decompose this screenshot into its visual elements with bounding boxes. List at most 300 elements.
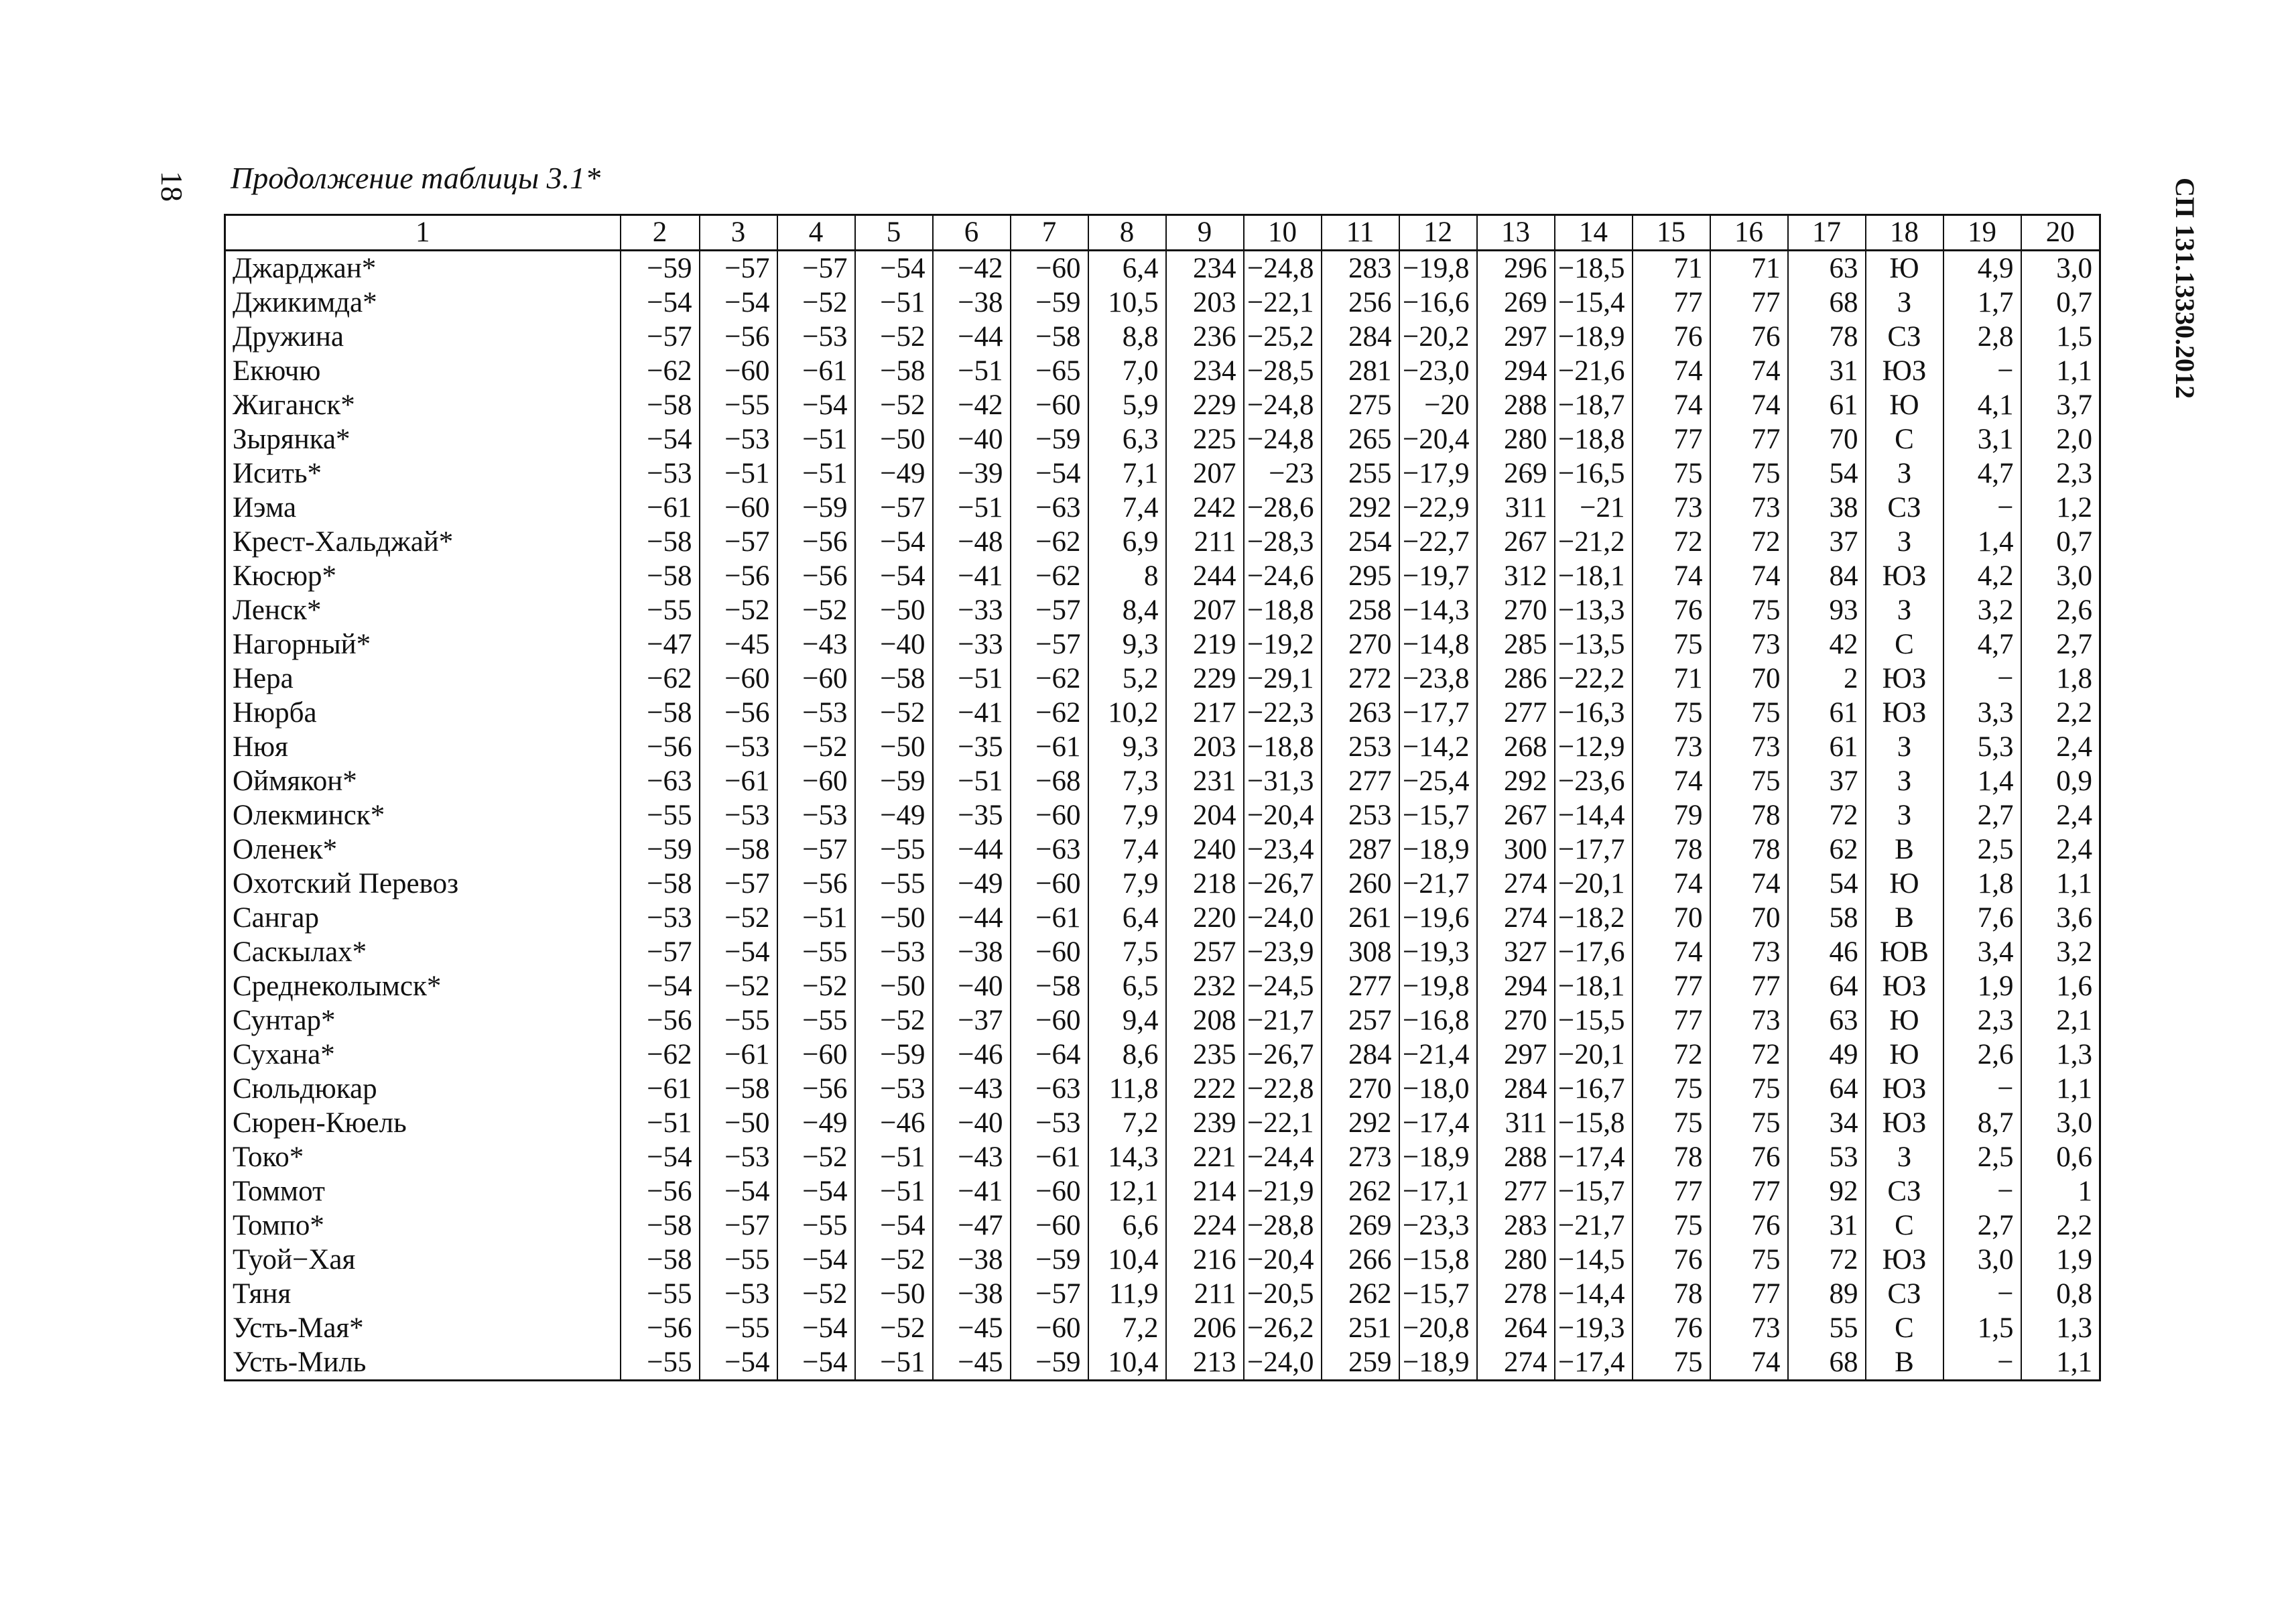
value-cell: − (1943, 1345, 2021, 1381)
value-cell: −53 (777, 798, 855, 832)
station-name-cell: Токо* (225, 1140, 621, 1174)
value-cell: −51 (777, 456, 855, 491)
value-cell: 63 (1788, 1003, 1866, 1038)
value-cell: 292 (1322, 1106, 1399, 1140)
value-cell: 46 (1788, 935, 1866, 969)
value-cell: 277 (1477, 1174, 1555, 1208)
value-cell: 1,8 (2021, 662, 2100, 696)
value-cell: З (1866, 593, 1943, 627)
value-cell: 77 (1633, 969, 1710, 1003)
value-cell: 1,1 (2021, 867, 2100, 901)
value-cell: 75 (1710, 593, 1788, 627)
value-cell: 270 (1477, 593, 1555, 627)
value-cell: 64 (1788, 969, 1866, 1003)
value-cell: −61 (1011, 901, 1088, 935)
value-cell: ЮЗ (1866, 1243, 1943, 1277)
value-cell: 265 (1322, 422, 1399, 456)
value-cell: −41 (933, 696, 1011, 730)
value-cell: 6,4 (1088, 251, 1166, 286)
value-cell: 274 (1477, 1345, 1555, 1381)
table-row (225, 662, 2100, 696)
value-cell: 1,5 (1943, 1311, 2021, 1345)
value-cell: −37 (933, 1003, 1011, 1038)
table-row (225, 320, 2100, 354)
station-name-cell: Джарджан* (225, 251, 621, 286)
value-cell: 261 (1322, 901, 1399, 935)
value-cell: −16,6 (1399, 286, 1477, 320)
table-row (225, 1243, 2100, 1277)
value-cell: −55 (855, 832, 933, 867)
value-cell: −60 (1011, 251, 1088, 286)
station-name-cell: Ленск* (225, 593, 621, 627)
value-cell: 283 (1477, 1208, 1555, 1243)
value-cell: З (1866, 730, 1943, 764)
value-cell: 3,0 (2021, 559, 2100, 593)
value-cell: −20,4 (1244, 798, 1322, 832)
value-cell: 244 (1166, 559, 1244, 593)
value-cell: 1,2 (2021, 491, 2100, 525)
value-cell: −45 (700, 627, 777, 662)
value-cell: 5,2 (1088, 662, 1166, 696)
value-cell: З (1866, 1140, 1943, 1174)
value-cell: −19,8 (1399, 969, 1477, 1003)
value-cell: −52 (700, 593, 777, 627)
value-cell: 2,7 (2021, 627, 2100, 662)
value-cell: 277 (1322, 969, 1399, 1003)
value-cell: 71 (1633, 251, 1710, 286)
value-cell: −54 (700, 286, 777, 320)
value-cell: −54 (621, 286, 700, 320)
value-cell: −55 (621, 1345, 700, 1381)
value-cell: 73 (1710, 491, 1788, 525)
value-cell: 267 (1477, 525, 1555, 559)
value-cell: 1 (2021, 1174, 2100, 1208)
value-cell: 76 (1710, 320, 1788, 354)
value-cell: СЗ (1866, 1174, 1943, 1208)
value-cell: −58 (621, 696, 700, 730)
value-cell: −20,1 (1555, 867, 1633, 901)
value-cell: 84 (1788, 559, 1866, 593)
value-cell: 225 (1166, 422, 1244, 456)
value-cell: −18,9 (1399, 1140, 1477, 1174)
table-row (225, 1311, 2100, 1345)
value-cell: −60 (777, 1038, 855, 1072)
value-cell: 203 (1166, 730, 1244, 764)
value-cell: −21 (1555, 491, 1633, 525)
value-cell: 1,1 (2021, 354, 2100, 388)
value-cell: −60 (700, 354, 777, 388)
value-cell: −23,8 (1399, 662, 1477, 696)
station-name-cell: Оймякон* (225, 764, 621, 798)
value-cell: 8,4 (1088, 593, 1166, 627)
value-cell: 77 (1633, 286, 1710, 320)
value-cell: 2,2 (2021, 1208, 2100, 1243)
value-cell: 78 (1710, 798, 1788, 832)
value-cell: 10,5 (1088, 286, 1166, 320)
value-cell: −15,8 (1555, 1106, 1633, 1140)
value-cell: 4,2 (1943, 559, 2021, 593)
value-cell: −55 (777, 1208, 855, 1243)
value-cell: ЮЗ (1866, 354, 1943, 388)
value-cell: 37 (1788, 525, 1866, 559)
value-cell: −15,5 (1555, 1003, 1633, 1038)
value-cell: −58 (855, 662, 933, 696)
value-cell: −49 (855, 798, 933, 832)
value-cell: −25,2 (1244, 320, 1322, 354)
value-cell: 7,4 (1088, 832, 1166, 867)
value-cell: −63 (621, 764, 700, 798)
value-cell: −53 (700, 798, 777, 832)
table-row (225, 422, 2100, 456)
station-name-cell: Дружина (225, 320, 621, 354)
value-cell: −24,5 (1244, 969, 1322, 1003)
value-cell: −16,7 (1555, 1072, 1633, 1106)
value-cell: 231 (1166, 764, 1244, 798)
value-cell: −18,2 (1555, 901, 1633, 935)
value-cell: 74 (1710, 867, 1788, 901)
value-cell: 2,8 (1943, 320, 2021, 354)
value-cell: 213 (1166, 1345, 1244, 1381)
table-row (225, 867, 2100, 901)
value-cell: −21,6 (1555, 354, 1633, 388)
value-cell: 9,4 (1088, 1003, 1166, 1038)
value-cell: 251 (1322, 1311, 1399, 1345)
value-cell: −58 (621, 1243, 700, 1277)
value-cell: −51 (855, 1174, 933, 1208)
value-cell: 1,7 (1943, 286, 2021, 320)
value-cell: −40 (933, 969, 1011, 1003)
value-cell: −24,0 (1244, 901, 1322, 935)
value-cell: 2,4 (2021, 832, 2100, 867)
value-cell: 3,0 (1943, 1243, 2021, 1277)
column-number-8: 8 (1088, 215, 1166, 251)
value-cell: З (1866, 286, 1943, 320)
value-cell: 274 (1477, 901, 1555, 935)
value-cell: 273 (1322, 1140, 1399, 1174)
value-cell: Ю (1866, 1038, 1943, 1072)
value-cell: 220 (1166, 901, 1244, 935)
value-cell: −26,2 (1244, 1311, 1322, 1345)
value-cell: −23,9 (1244, 935, 1322, 969)
station-name-cell: Томпо* (225, 1208, 621, 1243)
value-cell: −50 (855, 730, 933, 764)
value-cell: −54 (700, 1345, 777, 1381)
value-cell: 4,7 (1943, 456, 2021, 491)
value-cell: −57 (1011, 1277, 1088, 1311)
value-cell: 2,6 (2021, 593, 2100, 627)
value-cell: −15,7 (1399, 798, 1477, 832)
value-cell: −23,0 (1399, 354, 1477, 388)
value-cell: 61 (1788, 388, 1866, 422)
value-cell: −59 (777, 491, 855, 525)
value-cell: −20,4 (1244, 1243, 1322, 1277)
value-cell: −50 (855, 1277, 933, 1311)
value-cell: 7,2 (1088, 1106, 1166, 1140)
value-cell: 1,4 (1943, 525, 2021, 559)
column-number-6: 6 (933, 215, 1011, 251)
value-cell: −60 (700, 491, 777, 525)
value-cell: 229 (1166, 388, 1244, 422)
value-cell: ЮЗ (1866, 969, 1943, 1003)
value-cell: 1,3 (2021, 1311, 2100, 1345)
value-cell: Ю (1866, 867, 1943, 901)
value-cell: 281 (1322, 354, 1399, 388)
value-cell: 287 (1322, 832, 1399, 867)
value-cell: 7,6 (1943, 901, 2021, 935)
value-cell: −54 (621, 422, 700, 456)
value-cell: 2,7 (1943, 1208, 2021, 1243)
value-cell: −14,8 (1399, 627, 1477, 662)
value-cell: −56 (621, 1174, 700, 1208)
value-cell: −53 (700, 730, 777, 764)
value-cell: 268 (1477, 730, 1555, 764)
value-cell: −53 (700, 422, 777, 456)
value-cell: 54 (1788, 867, 1866, 901)
value-cell: −51 (933, 764, 1011, 798)
table-row (225, 1038, 2100, 1072)
station-name-cell: Саскылах* (225, 935, 621, 969)
value-cell: −52 (777, 1140, 855, 1174)
value-cell: 3,3 (1943, 696, 2021, 730)
value-cell: −44 (933, 901, 1011, 935)
value-cell: 78 (1633, 1140, 1710, 1174)
value-cell: 6,9 (1088, 525, 1166, 559)
value-cell: −22,8 (1244, 1072, 1322, 1106)
value-cell: 75 (1710, 764, 1788, 798)
value-cell: 277 (1477, 696, 1555, 730)
value-cell: 311 (1477, 491, 1555, 525)
value-cell: −33 (933, 593, 1011, 627)
value-cell: 236 (1166, 320, 1244, 354)
value-cell: 270 (1322, 1072, 1399, 1106)
station-name-cell: Исить* (225, 456, 621, 491)
value-cell: 75 (1633, 696, 1710, 730)
column-number-10: 10 (1244, 215, 1322, 251)
value-cell: 262 (1322, 1277, 1399, 1311)
value-cell: 274 (1477, 867, 1555, 901)
table-body (225, 251, 2100, 1381)
value-cell: −65 (1011, 354, 1088, 388)
value-cell: 264 (1477, 1311, 1555, 1345)
value-cell: −13,3 (1555, 593, 1633, 627)
value-cell: 74 (1633, 559, 1710, 593)
station-name-cell: Сангар (225, 901, 621, 935)
value-cell: 285 (1477, 627, 1555, 662)
value-cell: − (1943, 1072, 2021, 1106)
value-cell: З (1866, 798, 1943, 832)
value-cell: 278 (1477, 1277, 1555, 1311)
station-name-cell: Сюльдюкар (225, 1072, 621, 1106)
value-cell: 73 (1710, 1003, 1788, 1038)
value-cell: ЮЗ (1866, 1072, 1943, 1106)
value-cell: 3,0 (2021, 1106, 2100, 1140)
table-row (225, 1106, 2100, 1140)
station-name-cell: Тяня (225, 1277, 621, 1311)
value-cell: −40 (933, 1106, 1011, 1140)
value-cell: −24,8 (1244, 388, 1322, 422)
column-number-15: 15 (1633, 215, 1710, 251)
value-cell: −57 (1011, 627, 1088, 662)
value-cell: 269 (1477, 456, 1555, 491)
value-cell: 3,0 (2021, 251, 2100, 286)
value-cell: −49 (855, 456, 933, 491)
table-row (225, 559, 2100, 593)
value-cell: 72 (1788, 1243, 1866, 1277)
value-cell: 1,8 (1943, 867, 2021, 901)
value-cell: 7,5 (1088, 935, 1166, 969)
value-cell: −51 (855, 1345, 933, 1381)
value-cell: −58 (700, 1072, 777, 1106)
column-number-14: 14 (1555, 215, 1633, 251)
value-cell: −50 (855, 593, 933, 627)
value-cell: СЗ (1866, 320, 1943, 354)
value-cell: −56 (621, 1311, 700, 1345)
value-cell: 208 (1166, 1003, 1244, 1038)
station-name-cell: Кюсюр* (225, 559, 621, 593)
value-cell: 64 (1788, 1072, 1866, 1106)
value-cell: −28,5 (1244, 354, 1322, 388)
value-cell: −53 (700, 1277, 777, 1311)
value-cell: 253 (1322, 730, 1399, 764)
value-cell: −22,1 (1244, 1106, 1322, 1140)
value-cell: − (1943, 1174, 2021, 1208)
table-row (225, 832, 2100, 867)
value-cell: 37 (1788, 764, 1866, 798)
value-cell: 1,4 (1943, 764, 2021, 798)
value-cell: 10,2 (1088, 696, 1166, 730)
value-cell: 63 (1788, 251, 1866, 286)
value-cell: −62 (1011, 696, 1088, 730)
value-cell: −40 (933, 422, 1011, 456)
value-cell: 2,5 (1943, 1140, 2021, 1174)
value-cell: 221 (1166, 1140, 1244, 1174)
value-cell: 294 (1477, 354, 1555, 388)
value-cell: −19,3 (1399, 935, 1477, 969)
value-cell: −63 (1011, 1072, 1088, 1106)
value-cell: 74 (1710, 1345, 1788, 1381)
value-cell: 75 (1633, 456, 1710, 491)
value-cell: −59 (621, 832, 700, 867)
value-cell: −38 (933, 1277, 1011, 1311)
value-cell: 75 (1710, 1106, 1788, 1140)
value-cell: 297 (1477, 320, 1555, 354)
value-cell: −55 (700, 1003, 777, 1038)
value-cell: 77 (1710, 286, 1788, 320)
value-cell: 74 (1633, 388, 1710, 422)
value-cell: 89 (1788, 1277, 1866, 1311)
value-cell: −54 (1011, 456, 1088, 491)
column-number-1: 1 (225, 215, 621, 251)
value-cell: −43 (933, 1072, 1011, 1106)
value-cell: −53 (855, 1072, 933, 1106)
value-cell: −26,7 (1244, 1038, 1322, 1072)
value-cell: −58 (621, 559, 700, 593)
value-cell: − (1943, 491, 2021, 525)
value-cell: 292 (1477, 764, 1555, 798)
table-row (225, 525, 2100, 559)
value-cell: −59 (1011, 1243, 1088, 1277)
value-cell: −54 (855, 525, 933, 559)
table-row (225, 764, 2100, 798)
value-cell: 4,7 (1943, 627, 2021, 662)
value-cell: 6,5 (1088, 969, 1166, 1003)
value-cell: −60 (1011, 388, 1088, 422)
value-cell: 255 (1322, 456, 1399, 491)
value-cell: 31 (1788, 1208, 1866, 1243)
value-cell: 7,4 (1088, 491, 1166, 525)
value-cell: − (1943, 354, 2021, 388)
station-name-cell: Охотский Перевоз (225, 867, 621, 901)
value-cell: 73 (1633, 491, 1710, 525)
value-cell: 61 (1788, 696, 1866, 730)
value-cell: Ю (1866, 251, 1943, 286)
value-cell: −18,1 (1555, 559, 1633, 593)
station-name-cell: Нюя (225, 730, 621, 764)
value-cell: 79 (1633, 798, 1710, 832)
climate-data-table (224, 214, 2101, 1381)
value-cell: −48 (933, 525, 1011, 559)
value-cell: 76 (1710, 1208, 1788, 1243)
value-cell: −53 (700, 1140, 777, 1174)
value-cell: 78 (1633, 832, 1710, 867)
value-cell: −60 (1011, 1174, 1088, 1208)
value-cell: −12,9 (1555, 730, 1633, 764)
value-cell: −19,2 (1244, 627, 1322, 662)
value-cell: Ю (1866, 1003, 1943, 1038)
value-cell: 269 (1322, 1208, 1399, 1243)
value-cell: −58 (1011, 320, 1088, 354)
value-cell: −55 (621, 1277, 700, 1311)
value-cell: −41 (933, 1174, 1011, 1208)
value-cell: −61 (700, 764, 777, 798)
value-cell: −21,7 (1244, 1003, 1322, 1038)
value-cell: −35 (933, 730, 1011, 764)
value-cell: −60 (1011, 1208, 1088, 1243)
value-cell: 77 (1633, 422, 1710, 456)
value-cell: 234 (1166, 354, 1244, 388)
value-cell: −17,7 (1555, 832, 1633, 867)
table-row (225, 354, 2100, 388)
value-cell: −52 (855, 696, 933, 730)
value-cell: 78 (1633, 1277, 1710, 1311)
value-cell: 1,3 (2021, 1038, 2100, 1072)
column-number-row (225, 215, 2100, 251)
station-name-cell: Оленек* (225, 832, 621, 867)
value-cell: −24,8 (1244, 251, 1322, 286)
value-cell: −31,3 (1244, 764, 1322, 798)
value-cell: −20,2 (1399, 320, 1477, 354)
value-cell: 2,3 (1943, 1003, 2021, 1038)
value-cell: 9,3 (1088, 627, 1166, 662)
value-cell: −28,8 (1244, 1208, 1322, 1243)
column-number-11: 11 (1322, 215, 1399, 251)
value-cell: С (1866, 627, 1943, 662)
station-name-cell: Усть-Мая* (225, 1311, 621, 1345)
value-cell: −54 (777, 1345, 855, 1381)
value-cell: − (1943, 662, 2021, 696)
station-name-cell: Джикимда* (225, 286, 621, 320)
value-cell: 38 (1788, 491, 1866, 525)
value-cell: 75 (1710, 696, 1788, 730)
value-cell: −52 (700, 969, 777, 1003)
value-cell: −63 (1011, 832, 1088, 867)
value-cell: 77 (1710, 969, 1788, 1003)
value-cell: −55 (855, 867, 933, 901)
value-cell: 71 (1710, 251, 1788, 286)
table-row (225, 1140, 2100, 1174)
value-cell: −51 (855, 1140, 933, 1174)
value-cell: 2 (1788, 662, 1866, 696)
